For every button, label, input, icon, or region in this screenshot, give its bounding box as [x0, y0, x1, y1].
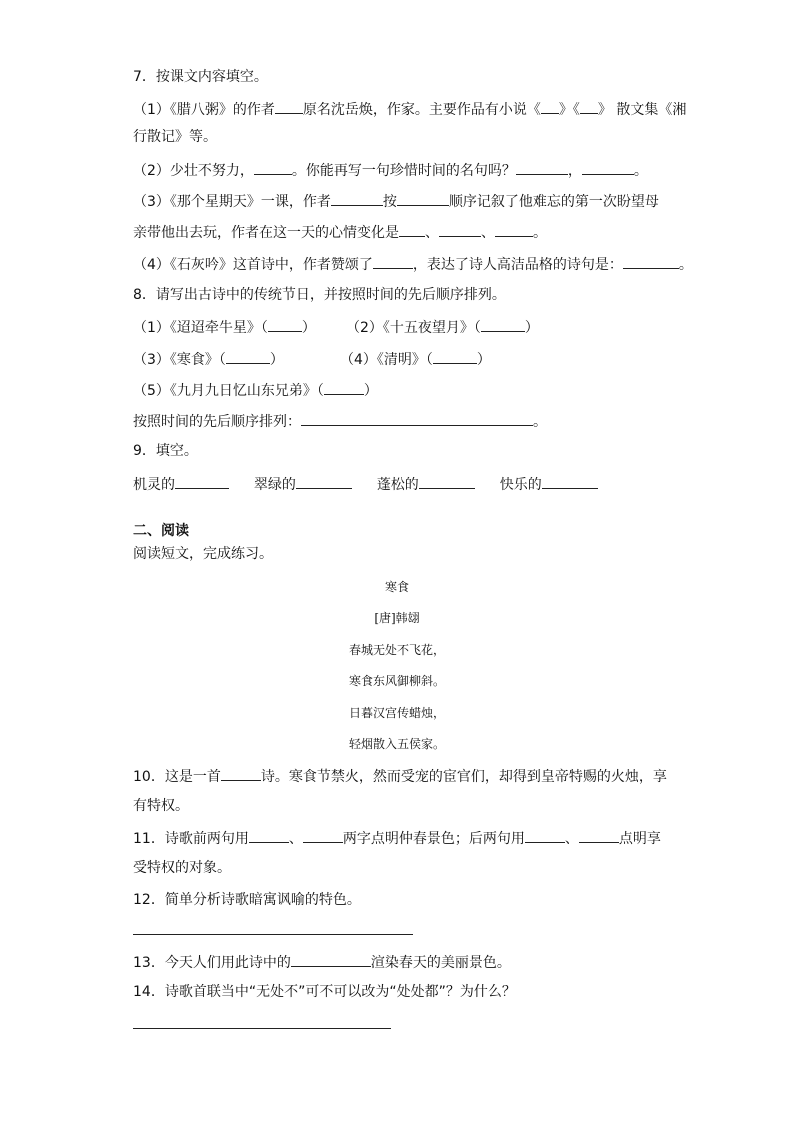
poem-line: 日暮汉宫传蜡烛，	[348, 706, 445, 720]
answer-blank[interactable]	[397, 191, 449, 206]
q9-words	[133, 474, 598, 494]
q8-text: ）	[524, 320, 539, 336]
q14: 14．诗歌首联当中“无处不”可不可以改为“处处都”？为什么？	[133, 984, 516, 1000]
q8-item-3	[133, 349, 284, 369]
q8-order	[133, 411, 547, 431]
q7-text: 》 散文集《湘	[597, 102, 687, 118]
answer-blank[interactable]	[249, 828, 289, 843]
answer-blank[interactable]	[331, 191, 383, 206]
q7-line4	[133, 254, 693, 274]
answer-blank[interactable]	[481, 317, 525, 332]
q7-text: 。你能再写一句珍惜时间的名句吗？	[291, 163, 516, 179]
q7-text: 亲带他出去玩，作者在这一天的心情变化是	[133, 225, 399, 241]
poem-line: 轻烟散入五侯家。	[348, 737, 445, 751]
q10-text: 10．这是一首	[133, 769, 221, 785]
q10-text: 诗。寒食节禁火，然而受宠的宦官们，却得到皇帝特赐的火烛，享	[260, 769, 667, 785]
section-heading: 二、阅读	[133, 523, 189, 539]
q7-text: 按	[382, 194, 397, 210]
q8-text: ）	[363, 383, 378, 399]
q13-text: 渲染春天的美丽景色。	[370, 955, 511, 971]
poem-line: 春城无处不飞花，	[348, 643, 445, 657]
q8-text: （5）《九月九日忆山东兄弟》（	[133, 383, 324, 399]
q7-text: 、	[425, 225, 439, 241]
answer-blank[interactable]	[296, 474, 352, 489]
q8-text: ）	[476, 352, 491, 368]
q8-item-2	[346, 317, 539, 337]
answer-blank[interactable]	[525, 828, 565, 843]
q8-text: （4）《清明》（	[340, 352, 433, 368]
q8-text: 按照时间的先后顺序排列：	[133, 414, 301, 430]
answer-blank[interactable]	[439, 222, 481, 237]
q9-word: 快乐的	[499, 477, 542, 493]
answer-blank[interactable]	[175, 474, 229, 489]
answer-blank[interactable]	[433, 349, 477, 364]
q8-text: ）	[269, 352, 284, 368]
q7-line3b	[133, 222, 547, 242]
q13	[133, 952, 511, 972]
q10-text: 有特权。	[133, 798, 189, 814]
q8-text: （2）《十五夜望月》（	[346, 320, 481, 336]
q8-title: 8．请写出古诗中的传统节日，并按照时间的先后顺序排列。	[133, 287, 506, 303]
answer-blank[interactable]	[399, 222, 425, 237]
q7-text: （2）少壮不努力，	[133, 163, 254, 179]
answer-blank[interactable]	[623, 254, 679, 269]
q7-text: 。	[678, 257, 693, 273]
answer-line[interactable]	[133, 1028, 391, 1029]
q7-line1	[133, 99, 686, 119]
q7-text: ，表达了诗人高洁品格的诗句是：	[412, 257, 623, 273]
q9-word: 机灵的	[133, 477, 175, 493]
reading-intro: 阅读短文，完成练习。	[133, 546, 273, 562]
q11	[133, 828, 661, 848]
q11-text: 11．诗歌前两句用	[133, 831, 249, 847]
answer-blank[interactable]	[301, 411, 533, 426]
q7-text: （3）《那个星期天》一课，作者	[133, 194, 331, 210]
q7-title: 7．按课文内容填空。	[133, 69, 268, 85]
q12: 12．简单分析诗歌暗寓讽喻的特色。	[133, 892, 361, 908]
answer-blank[interactable]	[579, 828, 619, 843]
answer-blank[interactable]	[291, 952, 371, 967]
q9-title: 9．填空。	[133, 443, 198, 459]
q7-text: 》《	[558, 102, 580, 118]
q7-text: 。	[633, 163, 648, 179]
q7-text: （4）《石灰吟》这首诗中，作者赞颂了	[133, 257, 373, 273]
answer-line[interactable]	[133, 934, 413, 935]
answer-blank[interactable]	[495, 222, 533, 237]
answer-blank[interactable]	[254, 160, 292, 175]
q8-text: 。	[533, 414, 547, 430]
answer-blank[interactable]	[324, 380, 364, 395]
q7-text: ，	[567, 163, 582, 179]
q11-text: 、	[288, 831, 303, 847]
answer-blank[interactable]	[303, 828, 343, 843]
q8-item-5	[133, 380, 378, 400]
q11-text: 两字点明仲春景色；后两句用	[342, 831, 525, 847]
q7-text: 、	[481, 225, 495, 241]
q10	[133, 766, 667, 786]
q11-text: 点明享	[618, 831, 661, 847]
answer-blank[interactable]	[221, 766, 261, 781]
q7-line2	[133, 160, 648, 180]
answer-blank[interactable]	[516, 160, 568, 175]
q7-text: 原名沈岳焕，作家。主要作品有小说《	[302, 102, 541, 118]
q11-text: 受特权的对象。	[133, 860, 231, 876]
answer-blank[interactable]	[275, 99, 303, 114]
q8-item-1	[133, 317, 316, 337]
poem-author: [唐]韩翃	[374, 611, 420, 625]
q7-text: （1）《腊八粥》的作者	[133, 102, 275, 118]
q9-word: 翠绿的	[253, 477, 296, 493]
q9-word: 蓬松的	[376, 477, 419, 493]
q13-text: 13．今天人们用此诗中的	[133, 955, 291, 971]
answer-blank[interactable]	[541, 99, 559, 114]
q7-text: 顺序记叙了他难忘的第一次盼望母	[448, 194, 659, 210]
q8-item-4	[340, 349, 491, 369]
answer-blank[interactable]	[268, 317, 302, 332]
answer-blank[interactable]	[580, 99, 598, 114]
answer-blank[interactable]	[373, 254, 413, 269]
answer-blank[interactable]	[226, 349, 270, 364]
answer-blank[interactable]	[419, 474, 475, 489]
poem-title: 寒食	[384, 580, 409, 594]
q8-text: ）	[301, 320, 316, 336]
q8-text: （1）《迢迢牵牛星》（	[133, 320, 268, 336]
q7-text: 。	[533, 225, 547, 241]
q8-text: （3）《寒食》（	[133, 352, 226, 368]
answer-blank[interactable]	[542, 474, 598, 489]
q7-text: 行散记》等。	[133, 129, 217, 145]
q11-text: 、	[564, 831, 579, 847]
q7-line3	[133, 191, 659, 211]
poem-line: 寒食东风御柳斜。	[348, 674, 445, 688]
answer-blank[interactable]	[582, 160, 634, 175]
